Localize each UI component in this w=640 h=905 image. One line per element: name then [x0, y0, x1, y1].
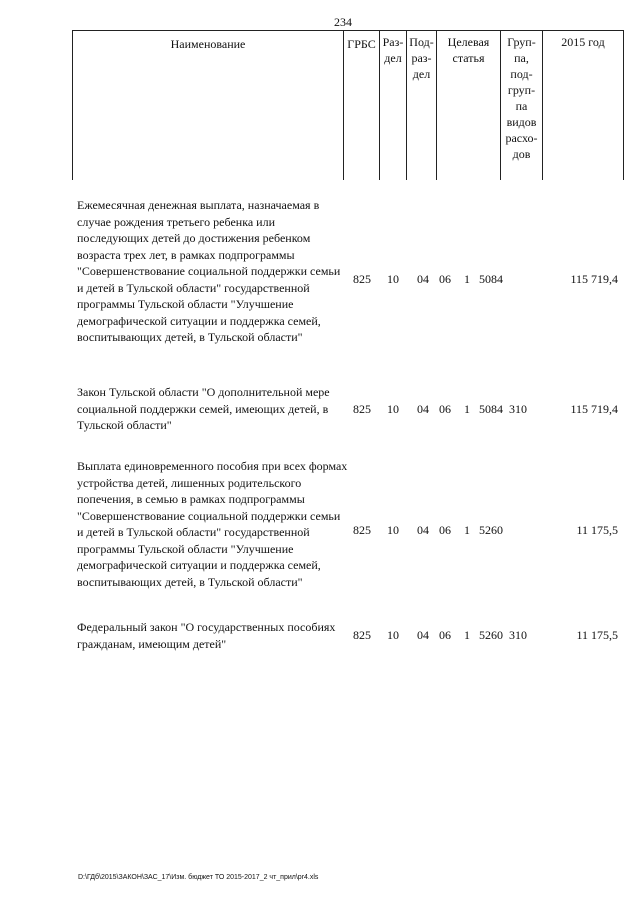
- row-cs1: 06: [439, 272, 451, 286]
- row-razdel: 10: [387, 628, 399, 642]
- header-name: [73, 31, 343, 180]
- header-grbs: [343, 31, 379, 180]
- header-razdel-line: Раз-: [382, 35, 404, 49]
- row-cs3: 5084: [479, 402, 503, 416]
- row-amount: 115 719,4: [570, 272, 618, 286]
- header-group-line: Груп-: [507, 35, 536, 49]
- row-grbs: 825: [353, 628, 371, 642]
- header-year-label: 2015 год: [561, 35, 605, 49]
- row-cs1: 06: [439, 523, 451, 537]
- row-podrazdel: 04: [417, 523, 429, 537]
- header-group-line: видов: [506, 115, 537, 129]
- row-amount: 115 719,4: [570, 402, 618, 416]
- header-razdel: [379, 31, 406, 180]
- header-razdel-line: дел: [384, 51, 402, 65]
- header-group-line: расхо-: [505, 131, 538, 145]
- row-podrazdel: 04: [417, 628, 429, 642]
- row-cs3: 5260: [479, 523, 503, 537]
- header-podrazdel-line: дел: [412, 67, 431, 81]
- row-cs3: 5260: [479, 628, 503, 642]
- header-group-line: па,: [514, 51, 529, 65]
- row-razdel: 10: [387, 402, 399, 416]
- row-vr: 310: [509, 402, 527, 416]
- header-podrazdel: [406, 31, 436, 180]
- row-grbs: 825: [353, 523, 371, 537]
- row-name: Федеральный закон "О государственных пособиях гражданам, имеющим детей": [77, 620, 336, 651]
- row-vr: 310: [509, 628, 527, 642]
- header-group-line: па: [515, 99, 528, 113]
- header-group-line: дов: [512, 147, 531, 161]
- row-razdel: 10: [387, 272, 399, 286]
- row-razdel: 10: [387, 523, 399, 537]
- page-number: 234: [334, 15, 352, 29]
- header-name-label: Наименование: [170, 37, 246, 51]
- row-grbs: 825: [353, 402, 371, 416]
- header-podrazdel-line: Под-: [409, 35, 434, 49]
- header-target-line: Целевая: [447, 35, 490, 49]
- row-cs1: 06: [439, 628, 451, 642]
- row-cs2: 1: [464, 628, 470, 642]
- header-target: [436, 31, 500, 180]
- row-cs2: 1: [464, 523, 470, 537]
- row-name: Выплата единовременного пособия при всех формах устройства детей, лишенных родительского попечения, в семью в рамках подпрограммы "Совершенствование социальной поддержки семьи и детей в Тульской области" государственной программы Тульской области "Улучшение демографической ситуации и поддержка семей, воспитывающих детей, в Тульской области": [77, 459, 348, 589]
- header-group-line: под-: [510, 67, 533, 81]
- header-target-line: статья: [452, 51, 485, 65]
- row-name: Ежемесячная денежная выплата, назначаемая в случае рождения третьего ребенка или последующих детей до достижения ребенком возраста трех лет, в рамках подпрограммы "Совершенствование социальной поддержки семьи и детей в Тульской области" государственной программы Тульской области "Улучшение демографической ситуации и поддержка семей, воспитывающих детей, в Тульской области": [77, 198, 341, 344]
- header-group-line: груп-: [507, 83, 536, 97]
- row-cs3: 5084: [479, 272, 503, 286]
- row-cs2: 1: [464, 402, 470, 416]
- row-podrazdel: 04: [417, 402, 429, 416]
- header-grbs-label: ГРБС: [347, 37, 376, 51]
- row-amount: 11 175,5: [576, 628, 618, 642]
- header-year: [542, 31, 623, 180]
- row-amount: 11 175,5: [576, 523, 618, 537]
- header-podrazdel-line: раз-: [411, 51, 432, 65]
- row-grbs: 825: [353, 272, 371, 286]
- footer-file-path: D:\ГДб\2015\ЗАКОН\ЗАС_17\Изм. бюджет ТО 2015-2017_2 чт_прил\pr4.xls: [78, 874, 319, 881]
- table-header: [72, 30, 624, 180]
- row-podrazdel: 04: [417, 272, 429, 286]
- row-cs2: 1: [464, 272, 470, 286]
- header-group: [500, 31, 542, 180]
- row-name: Закон Тульской области "О дополнительной мере социальной поддержки семей, имеющих детей, в Тульской области": [77, 385, 330, 432]
- row-cs1: 06: [439, 402, 451, 416]
